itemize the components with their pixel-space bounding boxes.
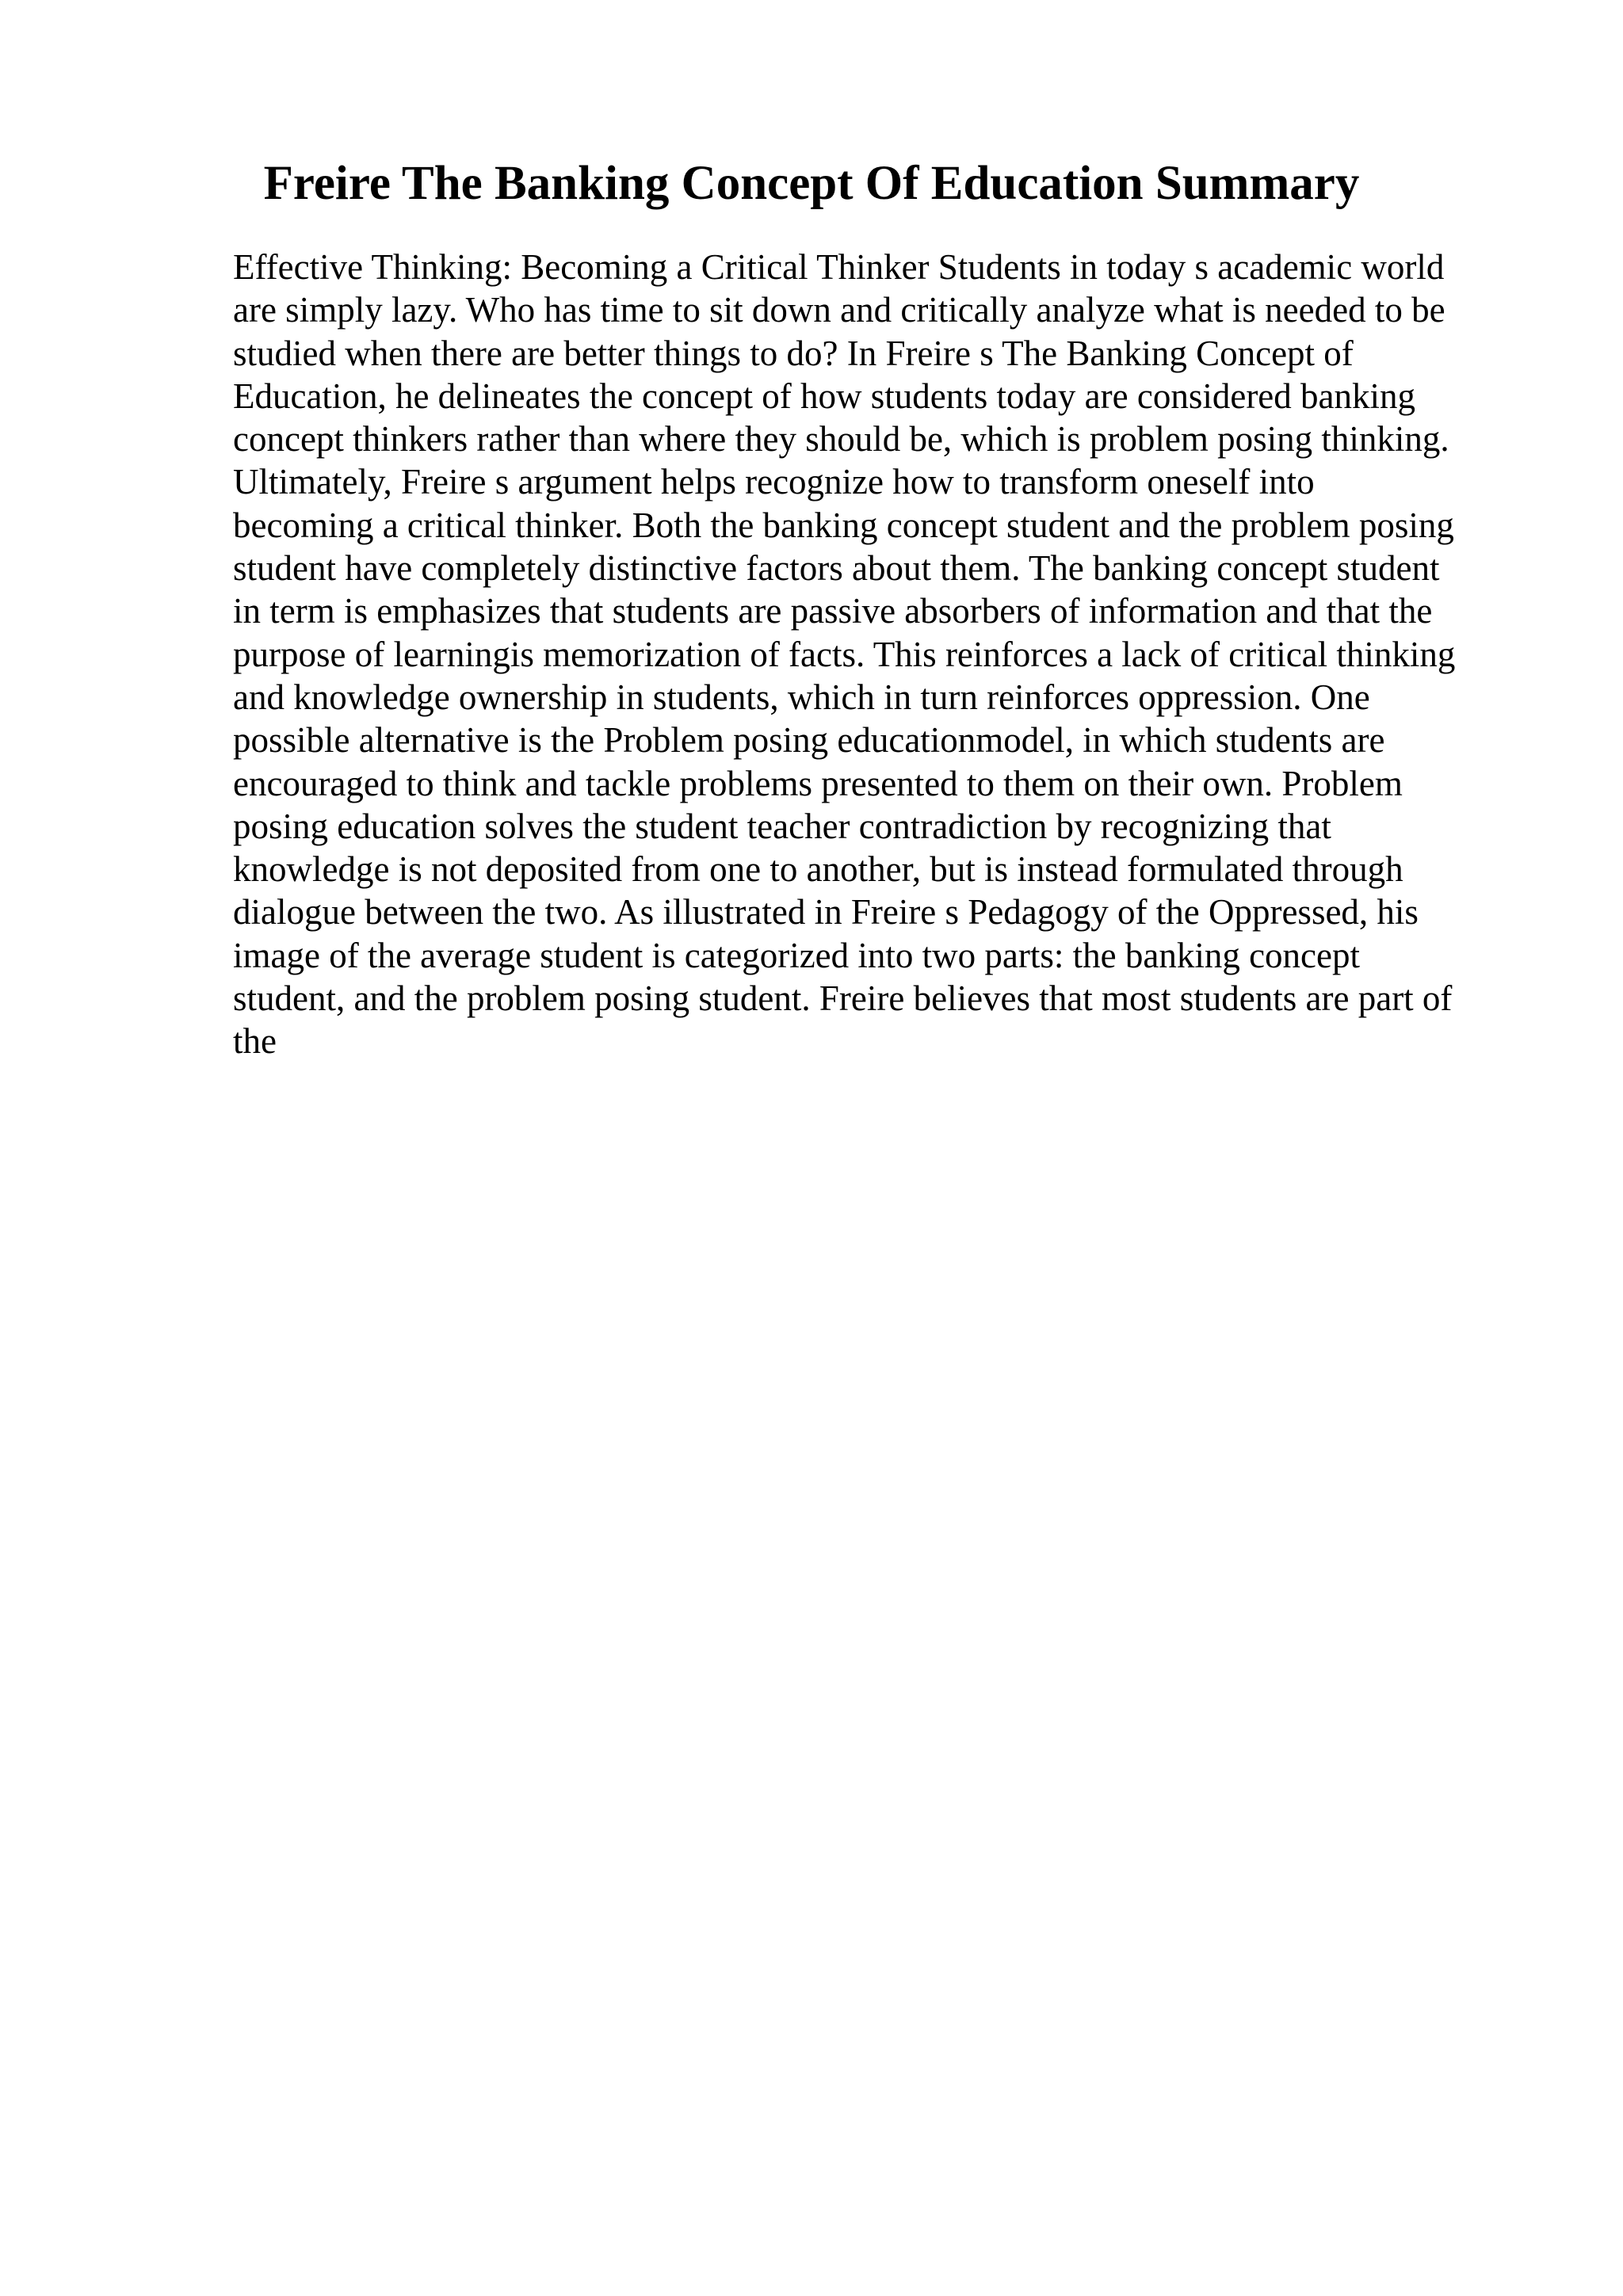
text-line: student have completely distinctive factors about them. The banking concept student bbox=[233, 548, 1440, 589]
text-line: are simply lazy. Who has time to sit down and critically analyze what is needed to be bbox=[233, 290, 1445, 330]
text-line: becoming a critical thinker. Both the banking concept student and the problem posing bbox=[233, 505, 1454, 545]
text-line: in term is emphasizes that students are passive absorbers of information and that the bbox=[233, 591, 1433, 631]
text-line: posing education solves the student teacher contradiction by recognizing that bbox=[233, 806, 1331, 846]
text-line: and knowledge ownership in students, which in turn reinforces oppression. One bbox=[233, 677, 1370, 717]
text-line: Effective Thinking: Becoming a Critical Thinker Students in today s academic world bbox=[233, 247, 1445, 287]
text-line: dialogue between the two. As illustrated in Freire s Pedagogy of the Oppressed, his bbox=[233, 892, 1419, 933]
text-line: concept thinkers rather than where they should be, which is problem posing thinking. bbox=[233, 419, 1449, 460]
text-line: encouraged to think and tackle problems presented to them on their own. Problem bbox=[233, 763, 1403, 803]
body-paragraph bbox=[233, 246, 1517, 1063]
text-line: knowledge is not deposited from one to another, but is instead formulated through bbox=[233, 849, 1403, 890]
text-line: possible alternative is the Problem posing educationmodel, in which students are bbox=[233, 720, 1385, 761]
text-line: image of the average student is categorized into two parts: the banking concept bbox=[233, 935, 1361, 975]
text-line: purpose of learningis memorization of facts. This reinforces a lack of critical thinking bbox=[233, 634, 1456, 674]
document-title: Freire The Banking Concept Of Education Summary bbox=[263, 157, 1360, 210]
text-line: Education, he delineates the concept of how students today are considered banking bbox=[233, 376, 1416, 416]
text-line: student, and the problem posing student. Freire believes that most students are part of bbox=[233, 978, 1453, 1019]
text-line: Ultimately, Freire s argument helps recognize how to transform oneself into bbox=[233, 462, 1315, 502]
text-line: studied when there are better things to do? In Freire s The Banking Concept of bbox=[233, 333, 1354, 373]
text-line: the bbox=[233, 1021, 277, 1062]
